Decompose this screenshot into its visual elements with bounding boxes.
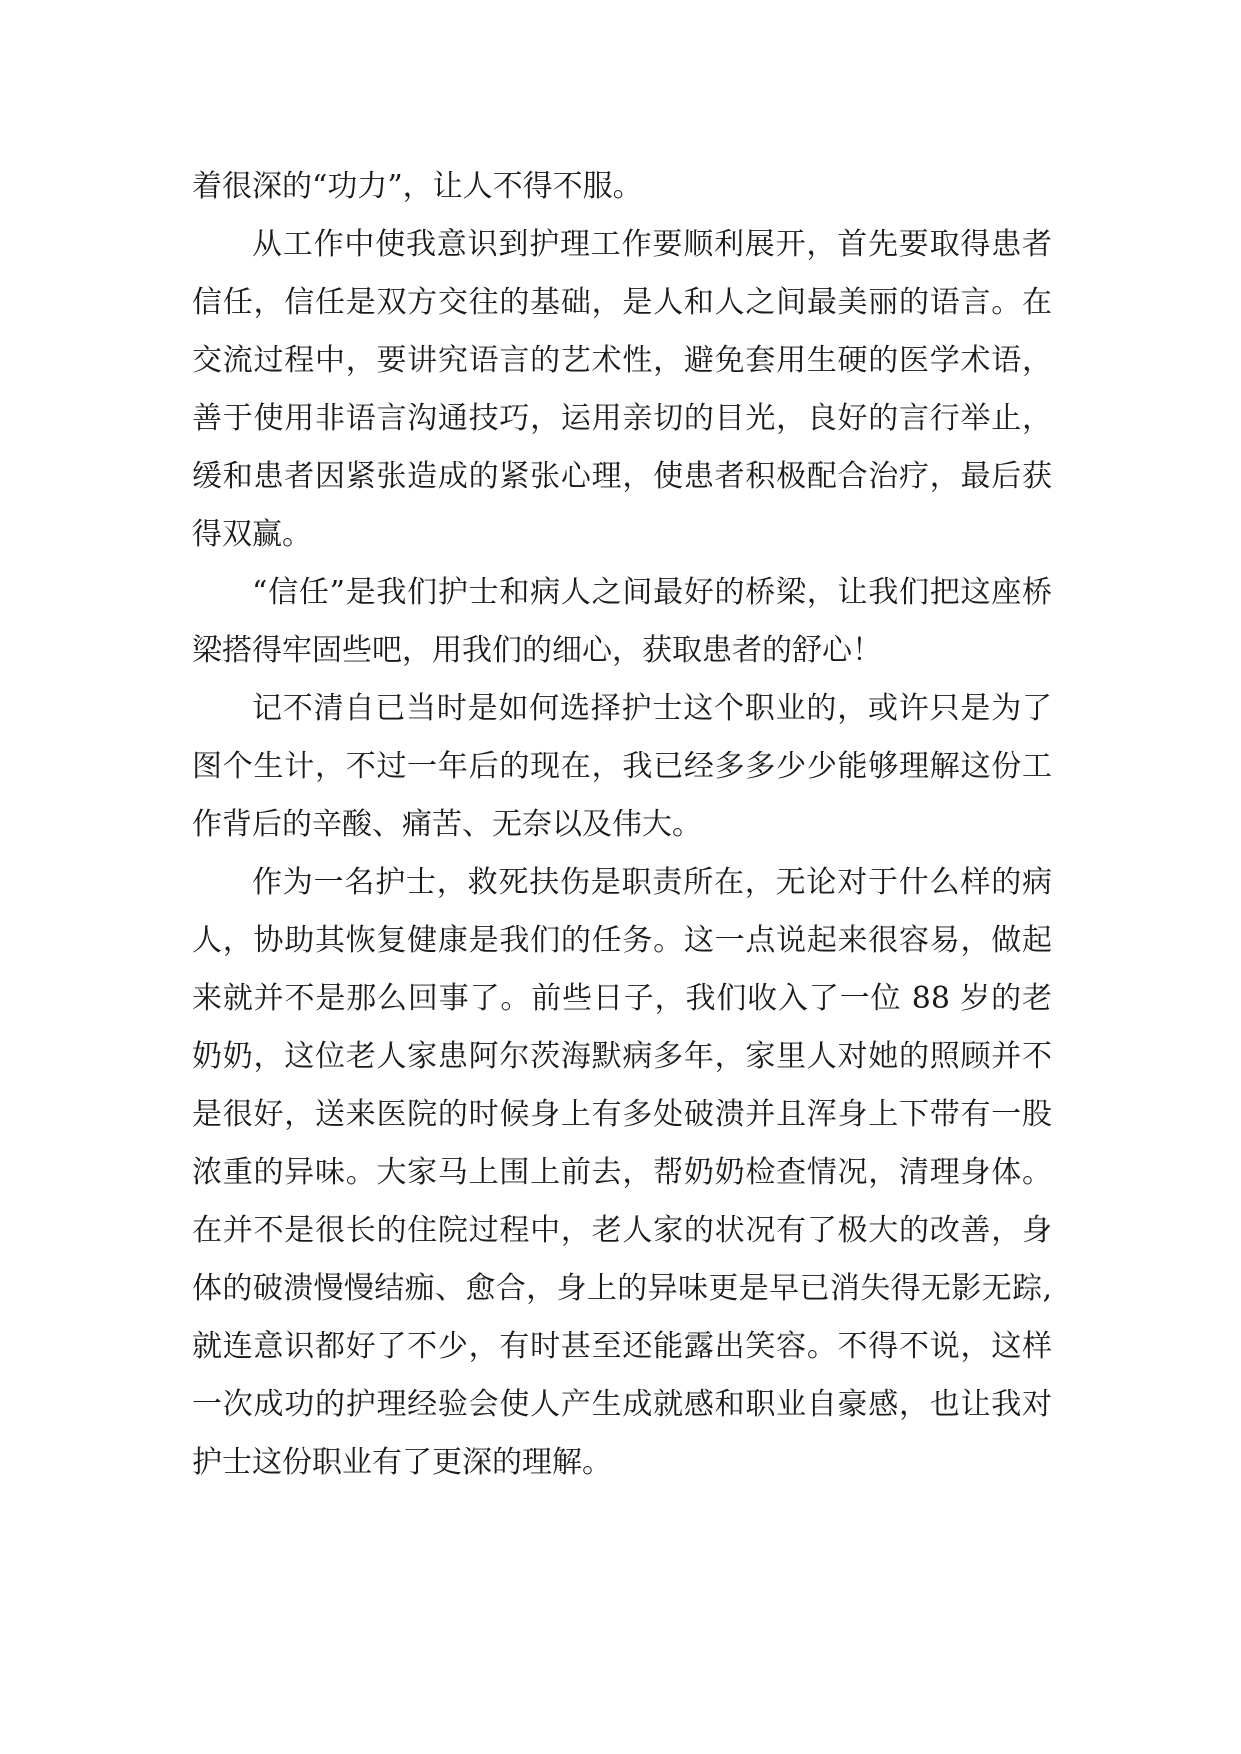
paragraph-continuation: 着很深的“功力”，让人不得不服。 (192, 169, 643, 204)
paragraph-trust-communication: 从工作中使我意识到护理工作要顺利展开，首先要取得患者信任，信任是双方交往的基础，是人和人之间最美丽的语言。在交流过程中，要讲究语言的艺术性，避免套用生硬的医学术语，善于使用非语言沟通技巧，运用亲切的目光，良好的言行举止，缓和患者因紧张造成的紧张心理，使患者积极配合治疗，最后获得双赢。 (192, 227, 1052, 552)
document-body (192, 158, 1052, 1492)
paragraph-nursing-experience: 作为一名护士，救死扶伤是职责所在，无论对于什么样的病人，协助其恢复健康是我们的任务。这一点说起来很容易，做起来就并不是那么回事了。前些日子，我们收入了一位 88 岁的老奶奶，这位老人家患阿尔茨海默病多年，家里人对她的照顾并不是很好，送来医院的时候身上有多处破溃并且浑身上下带有一股浓重的异味。大家马上围上前去，帮奶奶检查情况，清理身体。在并不是很长的住院过程中，老人家的状况有了极大的改善，身体的破溃慢慢结痂、愈合，身上的异味更是早已消失得无影无踪,就连意识都好了不少，有时甚至还能露出笑容。不得不说，这样一次成功的护理经验会使人产生成就感和职业自豪感，也让我对护士这份职业有了更深的理解。 (192, 865, 1052, 1480)
paragraph-career-choice: 记不清自已当时是如何选择护士这个职业的，或许只是为了图个生计，不过一年后的现在，我已经多多少少能够理解这份工作背后的辛酸、痛苦、无奈以及伟大。 (192, 691, 1052, 842)
paragraph-trust-bridge: “信任”是我们护士和病人之间最好的桥梁，让我们把这座桥梁搭得牢固些吧，用我们的细心，获取患者的舒心！ (192, 575, 1052, 668)
